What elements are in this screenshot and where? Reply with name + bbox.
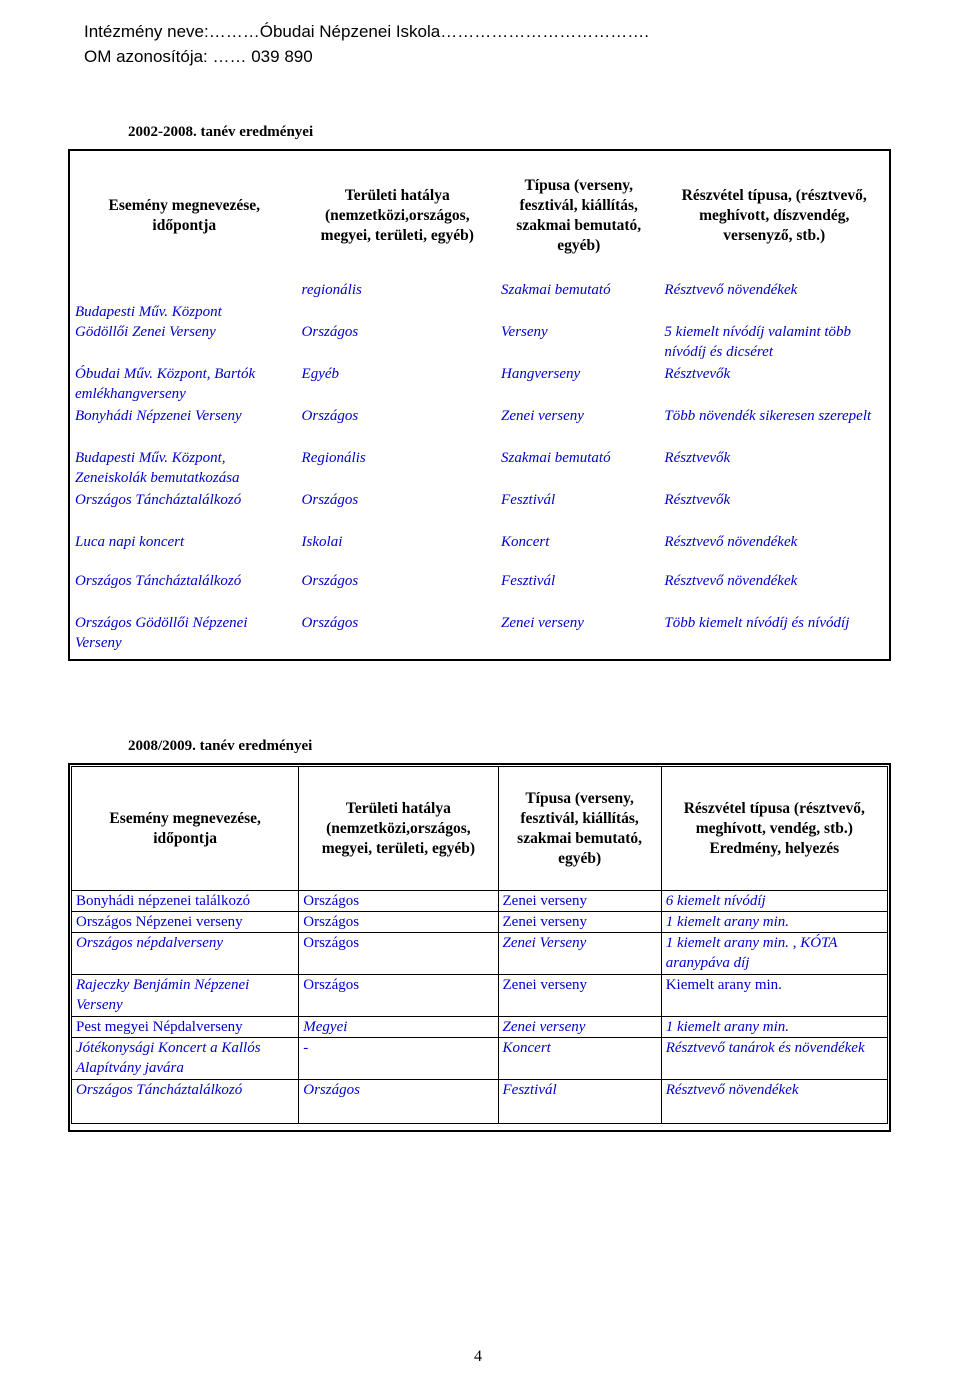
scope-cell: Országos <box>301 492 359 508</box>
table-row <box>72 891 888 912</box>
participation-cell: Kiemelt arany min. <box>661 975 887 1017</box>
event-cell: Országos Gödöllői Népzenei Verseny <box>75 615 248 651</box>
institution-name: Intézmény neve:………Óbudai Népzenei Iskola………………………………. <box>84 22 649 41</box>
event-cell: Országos Táncháztalálkozó <box>72 1080 299 1124</box>
event-cell: Országos Népzenei verseny <box>72 912 299 933</box>
event-cell: Budapesti Műv. Központ, Zeneiskolák bemutatkozása <box>75 450 240 486</box>
table-row <box>72 1038 888 1080</box>
participation-cell: Résztvevők <box>664 366 731 382</box>
participation-cell: Résztvevők <box>664 450 731 466</box>
col-header-event: Esemény megnevezése, időpontja <box>108 197 261 234</box>
event-cell: Pest megyei Népdalverseny <box>72 1017 299 1038</box>
participation-cell: 5 kiemelt nívódíj valamint több nívódíj és dicséret <box>664 324 852 360</box>
participation-cell: 1 kiemelt arany min. <box>661 912 887 933</box>
participation-cell: 1 kiemelt arany min. , KÓTA aranypáva díj <box>661 933 887 975</box>
scope-cell: Regionális <box>301 450 366 466</box>
type-cell: Fesztivál <box>498 1080 661 1124</box>
scope-cell: Országos <box>299 891 498 912</box>
scope-cell: Országos <box>301 324 359 340</box>
type-cell: Zenei verseny <box>498 891 661 912</box>
participation-cell: Résztvevő növendékek <box>661 1080 887 1124</box>
table-row <box>71 613 888 655</box>
results-table-2002-2008 <box>68 149 891 661</box>
col-header-participation: Részvétel típusa, (résztvevő, meghívott, díszvendég, versenyző, stb.) <box>681 187 867 244</box>
table-row <box>71 406 888 448</box>
type-cell: Zenei verseny <box>498 975 661 1017</box>
type-cell: Fesztivál <box>501 492 556 508</box>
table-row <box>71 532 888 553</box>
scope-cell: - <box>299 1038 498 1080</box>
col-header-type: Típusa (verseny, fesztivál, kiállítás, szakmai bemutató, egyéb) <box>516 177 642 254</box>
participation-cell: Résztvevő növendékek <box>664 573 798 589</box>
results-table-2008-2009 <box>68 763 891 1132</box>
participation-cell: 6 kiemelt nívódíj <box>661 891 887 912</box>
participation-cell: Több növendék sikeresen szerepelt <box>664 408 872 424</box>
scope-cell: Országos <box>299 933 498 975</box>
table-row <box>71 448 888 490</box>
section2-title: 2008/2009. tanév eredményei <box>128 738 313 754</box>
scope-cell: Megyei <box>299 1017 498 1038</box>
type-cell: Szakmai bemutató <box>501 282 611 298</box>
table-row <box>71 364 888 406</box>
col-header-event: Esemény megnevezése, időpontja <box>72 767 299 891</box>
om-identifier: OM azonosítója: …… 039 890 <box>84 47 313 66</box>
type-cell: Zenei verseny <box>498 1017 661 1038</box>
table-row <box>71 571 888 613</box>
table-row <box>72 1080 888 1124</box>
scope-cell: regionális <box>301 282 362 298</box>
type-cell: Verseny <box>501 324 548 340</box>
col-header-scope: Területi hatálya (nemzetközi,országos, megyei, területi, egyéb) <box>320 187 474 244</box>
type-cell: Szakmai bemutató <box>501 450 611 466</box>
table-row <box>71 280 888 322</box>
event-cell: Budapesti Műv. Központ <box>75 304 222 320</box>
table-row <box>71 322 888 364</box>
event-cell: Rajeczky Benjámin Népzenei Verseny <box>72 975 299 1017</box>
event-cell: Luca napi koncert <box>75 534 185 550</box>
type-cell: Hangverseny <box>501 366 581 382</box>
table-row <box>72 912 888 933</box>
page-number: 4 <box>474 1348 482 1365</box>
table-row <box>72 1017 888 1038</box>
event-cell: Országos Táncháztalálkozó <box>75 492 242 508</box>
event-cell: Országos Táncháztalálkozó <box>75 573 242 589</box>
event-cell: Gödöllői Zenei Verseny <box>75 324 216 340</box>
type-cell: Zenei verseny <box>501 615 584 631</box>
table-row <box>72 975 888 1017</box>
scope-cell: Iskolai <box>301 534 343 550</box>
participation-cell: Résztvevők <box>664 492 731 508</box>
type-cell: Zenei verseny <box>501 408 584 424</box>
event-cell: Óbudai Műv. Központ, Bartók emlékhangverseny <box>75 366 256 402</box>
col-header-participation: Részvétel típusa (résztvevő, meghívott, vendég, stb.) Eredmény, helyezés <box>661 767 887 891</box>
participation-cell: Résztvevő növendékek <box>664 282 798 298</box>
event-cell: Bonyhádi népzenei találkozó <box>72 891 299 912</box>
type-cell: Zenei Verseny <box>498 933 661 975</box>
participation-cell: Résztvevő tanárok és növendékek <box>661 1038 887 1080</box>
type-cell: Koncert <box>498 1038 661 1080</box>
scope-cell: Országos <box>301 573 359 589</box>
col-header-scope: Területi hatálya (nemzetközi,országos, megyei, területi, egyéb) <box>299 767 498 891</box>
event-cell: Országos népdalverseny <box>72 933 299 975</box>
section1-title: 2002-2008. tanév eredményei <box>128 124 314 140</box>
scope-cell: Országos <box>299 975 498 1017</box>
scope-cell: Egyéb <box>301 366 340 382</box>
scope-cell: Országos <box>299 1080 498 1124</box>
scope-cell: Országos <box>299 912 498 933</box>
event-cell: Bonyhádi Népzenei Verseny <box>75 408 242 424</box>
table-row <box>71 490 888 532</box>
table-row <box>72 933 888 975</box>
participation-cell: Résztvevő növendékek <box>664 534 798 550</box>
type-cell: Fesztivál <box>501 573 556 589</box>
event-cell: Jótékonysági Koncert a Kallós Alapítvány javára <box>72 1038 299 1080</box>
scope-cell: Országos <box>301 615 359 631</box>
type-cell: Koncert <box>501 534 550 550</box>
participation-cell: Több kiemelt nívódíj és nívódíj <box>664 615 850 631</box>
type-cell: Zenei verseny <box>498 912 661 933</box>
participation-cell: 1 kiemelt arany min. <box>661 1017 887 1038</box>
scope-cell: Országos <box>301 408 359 424</box>
col-header-type: Típusa (verseny, fesztivál, kiállítás, szakmai bemutató, egyéb) <box>498 767 661 891</box>
